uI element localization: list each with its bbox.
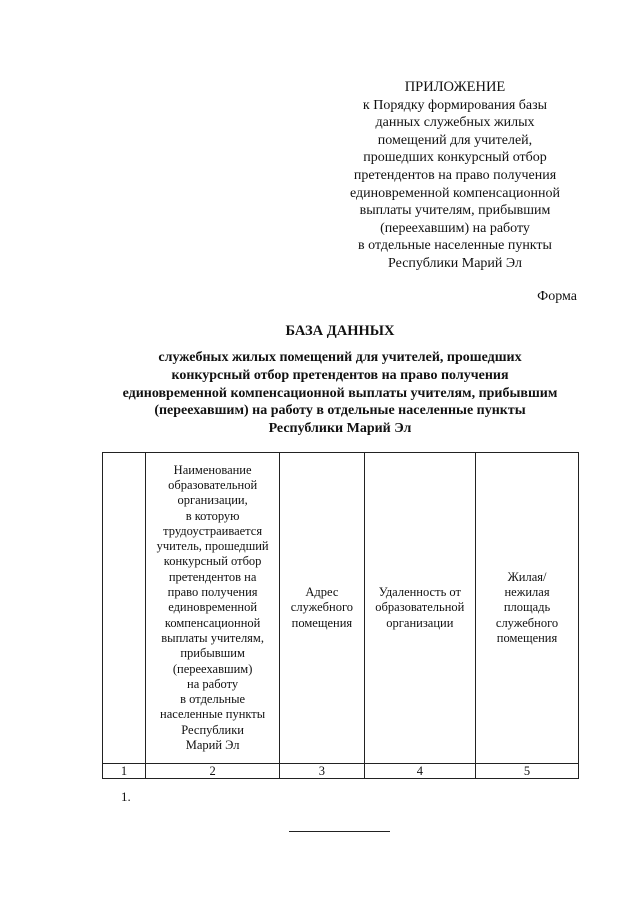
header-text xyxy=(476,570,578,646)
header-text-line: Адрес xyxy=(305,585,339,600)
document-title: БАЗА ДАННЫХ xyxy=(285,323,395,339)
column-number: 4 xyxy=(364,764,475,779)
appendix-line: единовременной компенсационной xyxy=(350,185,560,201)
appendix-line: в отдельные населенные пункты xyxy=(358,238,552,254)
header-text-line: Удаленность от xyxy=(378,585,461,600)
appendix-line: претендентов на право получения xyxy=(353,167,557,183)
footer-rule xyxy=(289,831,390,832)
header-text-line: служебного xyxy=(495,615,559,630)
header-text-line: на работу xyxy=(187,676,239,691)
appendix-line: Республики Марий Эл xyxy=(388,255,522,271)
header-text-line: компенсационной xyxy=(164,615,261,630)
header-text-line: образовательной xyxy=(375,600,465,615)
appendix-line: к Порядку формирования базы xyxy=(362,97,548,113)
appendix-title: ПРИЛОЖЕНИЕ xyxy=(404,79,506,95)
subtitle-line: единовременной компенсационной выплаты учителям, прибывшим xyxy=(122,385,558,401)
appendix-line: (переехавшим) на работу xyxy=(380,220,530,236)
header-text-line: в которую xyxy=(185,508,240,523)
header-text-line: помещения xyxy=(291,615,353,630)
database-table xyxy=(102,452,579,779)
header-text-line: в отдельные xyxy=(180,692,246,707)
header-cell-area xyxy=(476,453,579,764)
header-text-line: Республики xyxy=(181,722,244,737)
header-cell-number xyxy=(103,453,146,764)
row-label: 1. xyxy=(121,789,131,804)
header-text-line: Марий Эл xyxy=(185,738,240,753)
subtitle-line: конкурсный отбор претендентов на право получения xyxy=(171,367,509,383)
subtitle-line: служебных жилых помещений для учителей, прошедших xyxy=(158,350,522,365)
appendix-heading xyxy=(330,79,580,273)
subtitle-line: (переехавшим) на работу в отдельные населенные пункты xyxy=(154,403,526,419)
column-number: 3 xyxy=(280,764,364,779)
header-text-line: образовательной xyxy=(168,477,258,492)
header-cell-organization xyxy=(146,453,280,764)
header-text xyxy=(280,585,363,631)
column-number: 2 xyxy=(146,764,280,779)
header-text-line: выплаты учителям, xyxy=(161,630,264,645)
header-cell-address xyxy=(280,453,364,764)
appendix-line: помещений для учителей, xyxy=(377,132,533,148)
appendix-line: прошедших конкурсный отбор xyxy=(363,150,547,166)
header-text-line: площадь xyxy=(503,600,551,615)
header-text-line: прибывшим xyxy=(180,646,245,661)
header-text-line: Наименование xyxy=(173,462,252,477)
header-text-line: помещения xyxy=(496,630,558,645)
column-number: 5 xyxy=(476,764,579,779)
header-text-line: нежилая xyxy=(504,585,550,600)
subtitle-line: Республики Марий Эл xyxy=(268,421,412,437)
header-text-line: трудоустраивается xyxy=(163,523,263,538)
header-text-line: претендентов на xyxy=(168,569,257,584)
column-number-row xyxy=(103,764,579,779)
header-text xyxy=(146,463,279,754)
header-text-line: служебного xyxy=(290,600,354,615)
form-label: Форма xyxy=(537,289,577,304)
header-cell-distance xyxy=(364,453,475,764)
header-text-line: организации xyxy=(386,615,454,630)
header-text-line: учитель, прошедший xyxy=(156,539,269,554)
header-text-line: населенные пункты xyxy=(160,707,266,722)
appendix-line: данных служебных жилых xyxy=(375,115,535,131)
appendix-line: выплаты учителям, прибывшим xyxy=(359,203,551,219)
header-text-line: Жилая/ xyxy=(507,569,547,584)
header-text-line: право получения xyxy=(167,585,258,600)
header-text-line: организации, xyxy=(177,493,248,508)
header-text xyxy=(365,585,475,631)
header-text-line: (переехавшим) xyxy=(172,661,253,676)
header-text-line: единовременной xyxy=(168,600,258,615)
header-text-line: конкурсный отбор xyxy=(163,554,262,569)
column-number: 1 xyxy=(103,764,146,779)
document-subtitle xyxy=(90,349,590,438)
table-header-row xyxy=(103,453,579,764)
